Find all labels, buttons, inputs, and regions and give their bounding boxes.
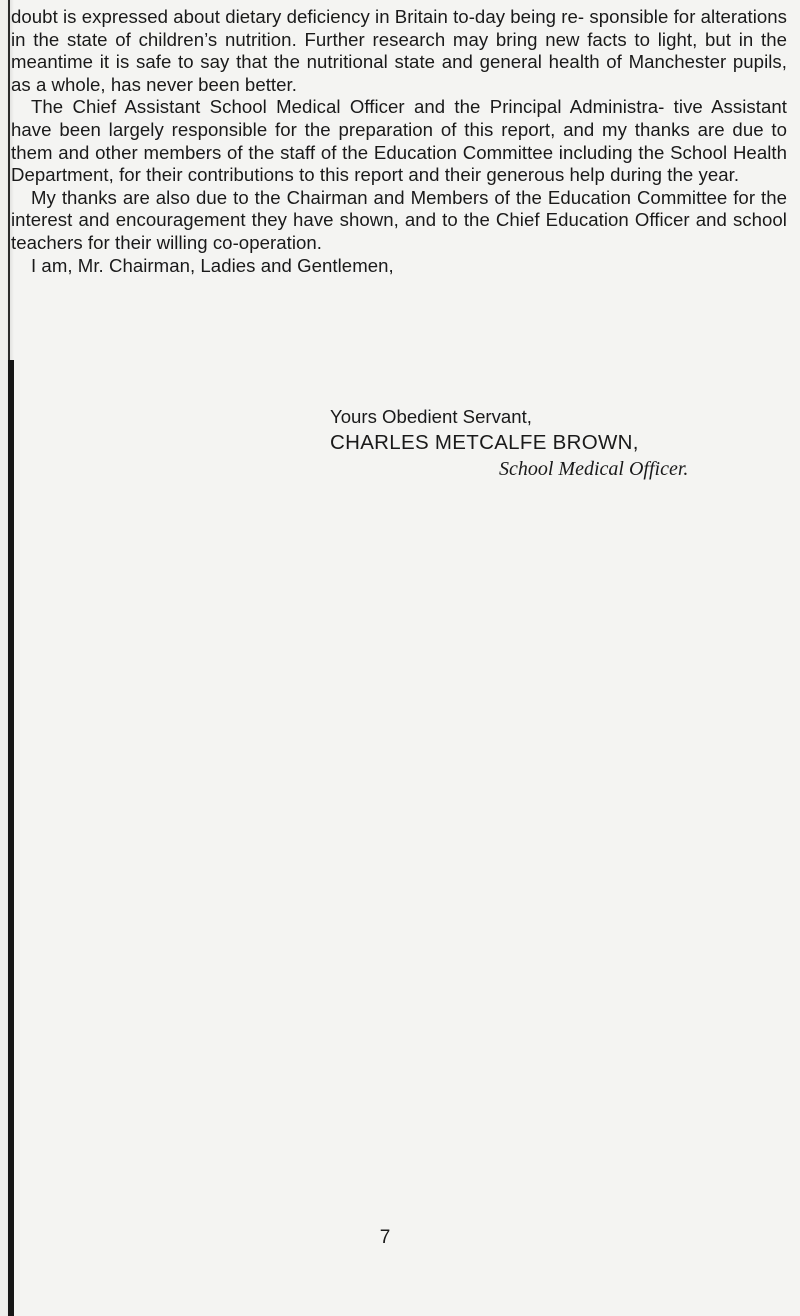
signatory-name: CHARLES METCALFE BROWN, — [330, 431, 639, 454]
signature-block — [11, 404, 787, 482]
paragraph-dietary-deficiency: doubt is expressed about dietary deficiency in Britain to-day being re- sponsible for alterations in the state of children’s nutrition. Further research may bring new facts to light, but in the meantime it is safe to say that the nutritional state and general health of Manchester pupils, as a whole, has never been better. — [11, 6, 787, 95]
closing-salutation: I am, Mr. Chairman, Ladies and Gentlemen, — [31, 254, 394, 276]
signatory-title: School Medical Officer. — [499, 458, 689, 480]
page-number — [0, 1227, 800, 1249]
page-number-text: 7 — [379, 1227, 391, 1248]
paragraph-acknowledgements-staff: The Chief Assistant School Medical Officer and the Principal Administra- tive Assistant have been largely responsible for the preparation of this report, and my thanks are due to them and other members of the staff of the Education Committee including the School Health Department, for their contributions to this report and their generous help during the year. — [11, 96, 787, 186]
paragraph-acknowledgements-committee: My thanks are also due to the Chairman and Members of the Education Committee for the interest and encouragement they have shown, and to the Chief Education Officer and school teachers for their willing co-operation. — [11, 186, 787, 253]
valediction: Yours Obedient Servant, — [330, 406, 532, 427]
report-body — [11, 6, 787, 277]
binding-edge — [8, 0, 10, 360]
binding-shadow — [8, 360, 14, 1316]
